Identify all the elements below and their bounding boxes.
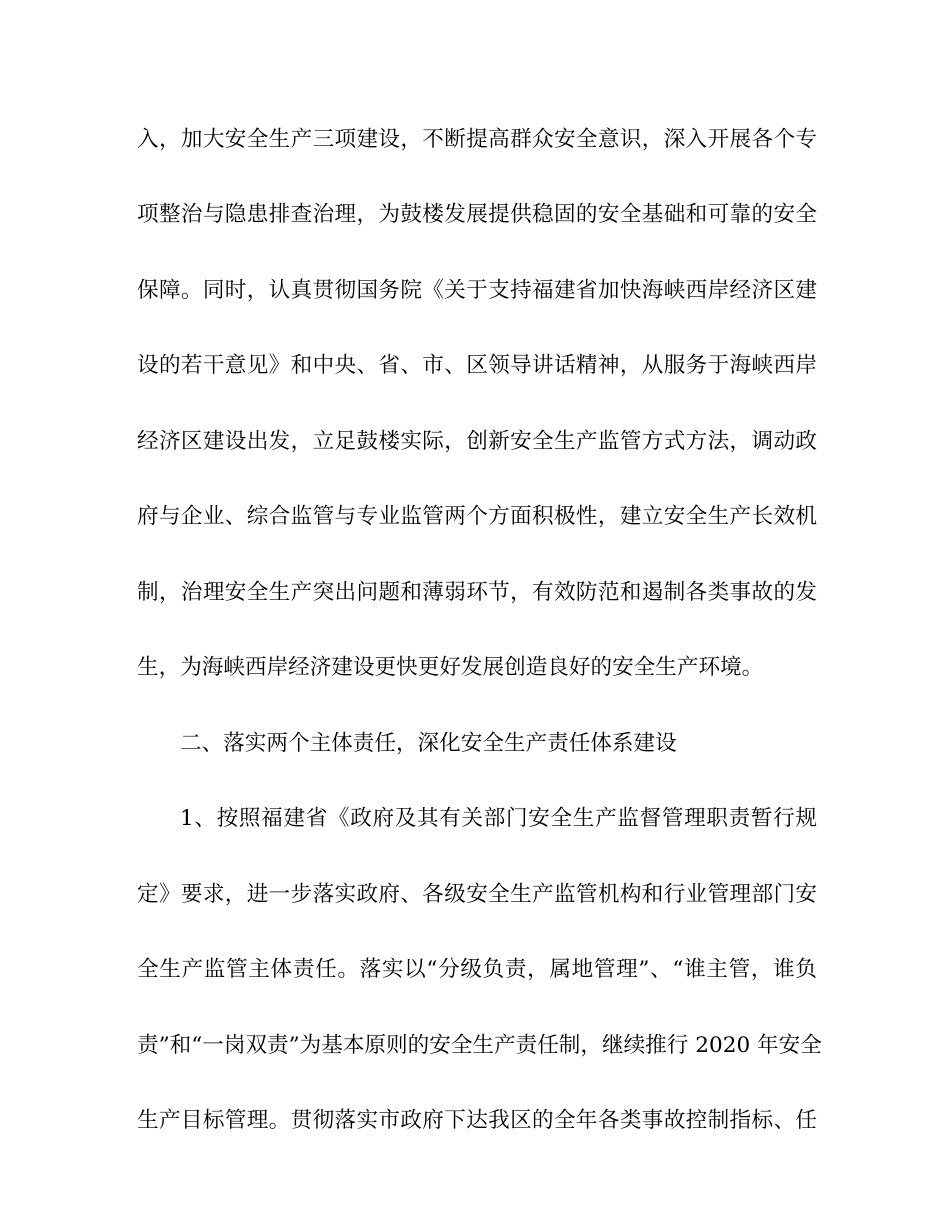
paragraph-line: 经济区建设出发，立足鼓楼实际，创新安全生产监管方式方法，调动政 — [137, 429, 817, 454]
paragraph-line: 生产目标管理。贯彻落实市政府下达我区的全年各类事故控制指标、任 — [137, 1108, 817, 1133]
paragraph-line: 生，为海峡西岸经济建设更快更好发展创造良好的安全生产环境。 — [137, 655, 764, 680]
paragraph-line: 府与企业、综合监管与专业监管两个方面积极性，建立安全生产长效机 — [137, 504, 817, 529]
paragraph-line: 保障。同时，认真贯彻国务院《关于支持福建省加快海峡西岸经济区建 — [137, 278, 817, 303]
paragraph-line: 全生产监管主体责任。落实以“分级负责，属地管理”、“谁主管，谁负 — [137, 957, 817, 982]
paragraph-line: 1、按照福建省《政府及其有关部门安全生产监督管理职责暂行规 — [180, 806, 817, 831]
paragraph-line: 设的若干意见》和中央、省、市、区领导讲话精神，从服务于海峡西岸 — [137, 353, 817, 378]
section-heading: 二、落实两个主体责任，深化安全生产责任体系建设 — [180, 731, 677, 756]
paragraph-line: 制，治理安全生产突出问题和薄弱环节，有效防范和遏制各类事故的发 — [137, 580, 817, 605]
paragraph-line: 入，加大安全生产三项建设，不断提高群众安全意识，深入开展各个专 — [137, 127, 817, 152]
paragraph-line: 定》要求，进一步落实政府、各级安全生产监管机构和行业管理部门安 — [137, 882, 817, 907]
paragraph-line: 项整治与隐患排查治理，为鼓楼发展提供稳固的安全基础和可靠的安全 — [137, 202, 817, 227]
paragraph-line: 责”和“一岗双责”为基本原则的安全生产责任制，继续推行 2020 年安全 — [137, 1033, 822, 1058]
